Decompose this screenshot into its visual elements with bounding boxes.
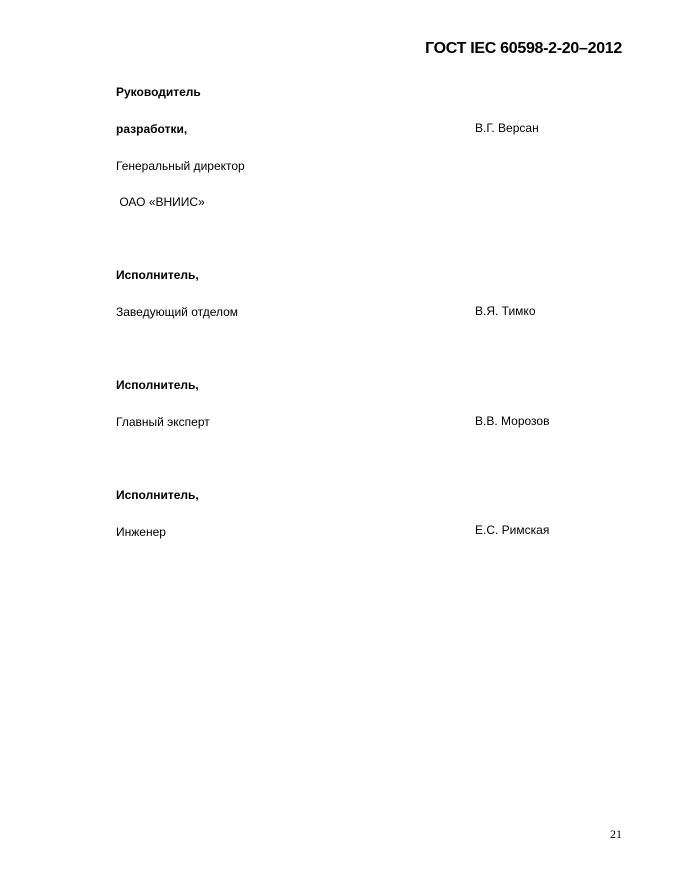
executor2-position: Главный эксперт bbox=[116, 415, 210, 429]
executor3-position: Инженер bbox=[116, 525, 166, 539]
leader-name: В.Г. Версан bbox=[475, 121, 539, 135]
executor1-position: Заведующий отделом bbox=[116, 305, 239, 319]
executor1-role: Исполнитель, bbox=[116, 268, 199, 282]
leader-role-line1: Руководитель bbox=[116, 85, 201, 99]
leader-position-line1: Генеральный директор bbox=[116, 159, 245, 173]
executor2-role: Исполнитель, bbox=[116, 378, 199, 392]
executor1-name: В.Я. Тимко bbox=[475, 304, 536, 318]
executor2-name: В.В. Морозов bbox=[475, 414, 550, 428]
executor3-role: Исполнитель, bbox=[116, 488, 199, 502]
leader-position-line2: ОАО «ВНИИС» bbox=[116, 195, 205, 209]
standard-code-header: ГОСТ IEC 60598-2-20–2012 bbox=[425, 40, 622, 57]
executor3-name: Е.С. Римская bbox=[475, 523, 550, 537]
leader-role-line2: разработки, bbox=[116, 122, 188, 136]
page-number: 21 bbox=[610, 827, 622, 841]
